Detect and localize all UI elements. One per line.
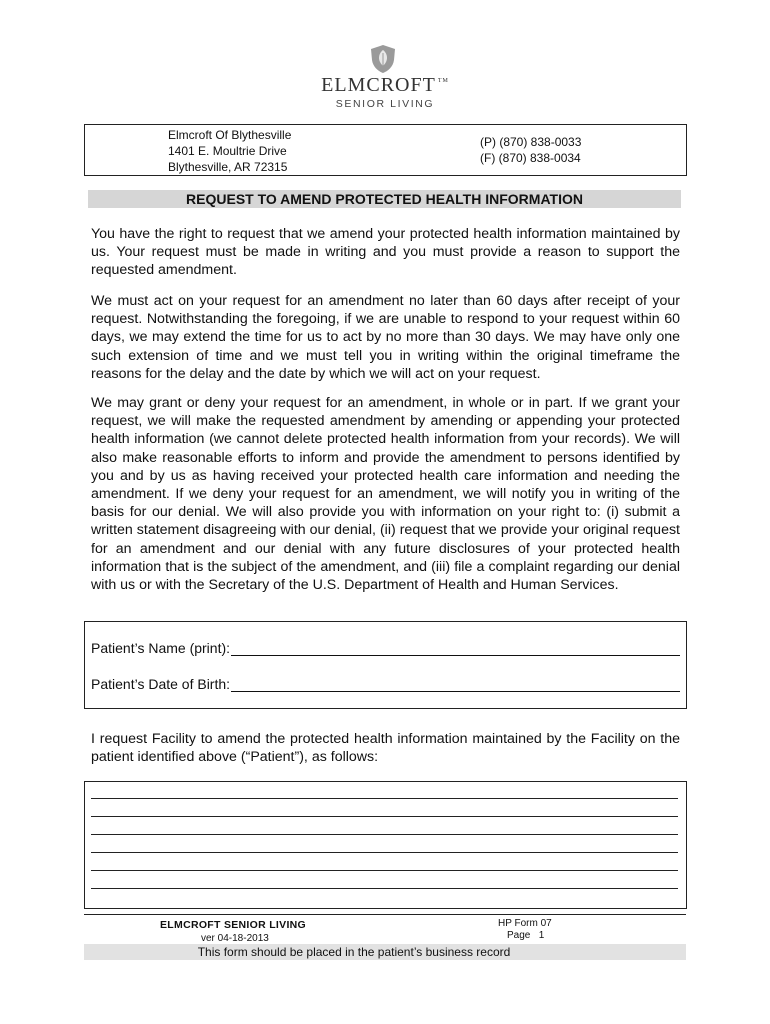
footer-form-id: HP Form 07: [498, 918, 552, 929]
footer-version: ver 04-18-2013: [201, 933, 269, 944]
facility-contacts: [480, 134, 581, 166]
paragraph-grant-or-deny: We may grant or deny your request for an amendment, in whole or in part. If we grant your request, we will make the requested amendment by amending or appending your protected health information (we cannot delete protected health information from your records). We will also make reasonable efforts to inform and provide the amendment to persons identified by you and by us as having received your protected health care information and needing the amendment. If we deny your request for an amendment, we will notify you in writing of the basis for our denial. We will also provide you with information on your right to: (i) submit a written statement disagreeing with our denial, (ii) request that we provide your original request for an amendment and our denial with any future disclosures of your protected health information that is the subject of the amendment, and (iii) file a complaint regarding our denial with us or with the Secretary of the U.S. Department of Health and Human Services.: [91, 395, 680, 594]
elmcroft-shield-icon: [368, 44, 398, 74]
request-statement: I request Facility to amend the protected health information maintained by the Facility on the patient identified above (“Patient”), as follows:: [91, 731, 680, 766]
facility-street: 1401 E. Moultrie Drive: [168, 144, 287, 158]
patient-info-box: [84, 621, 687, 709]
footer-company: ELMCROFT SENIOR LIVING: [160, 919, 307, 931]
form-title: REQUEST TO AMEND PROTECTED HEALTH INFORMATION: [88, 190, 681, 208]
brand-tagline: SENIOR LIVING: [335, 98, 435, 110]
facility-address: [168, 127, 291, 175]
brand-name: ELMCROFT ™: [321, 74, 449, 96]
amendment-line[interactable]: [91, 888, 678, 889]
patient-name-field[interactable]: [231, 641, 680, 656]
patient-dob-field[interactable]: [231, 677, 680, 692]
facility-fax: (F) (870) 838-0034: [480, 151, 581, 165]
footer-note: This form should be placed in the patient’s business record: [197, 945, 511, 959]
amendment-line[interactable]: [91, 852, 678, 853]
amendment-line[interactable]: [91, 870, 678, 871]
paragraph-right-to-amend: You have the right to request that we amend your protected health information maintained by us. Your request must be made in writing and you must provide a reason to support the requested amendment.: [91, 226, 680, 279]
amendment-line[interactable]: [91, 834, 678, 835]
facility-name: Elmcroft Of Blythesville: [168, 128, 292, 142]
patient-name-label: Patient’s Name (print):: [91, 640, 231, 656]
patient-name-row: [91, 640, 680, 656]
amendment-line[interactable]: [91, 798, 678, 799]
patient-dob-label: Patient’s Date of Birth:: [91, 676, 231, 692]
paragraph-response-timeline: We must act on your request for an amendment no later than 60 days after receipt of your request. Notwithstanding the foregoing, if we are unable to respond to your request within 60 days, we may extend the time for us to act by no more than 30 days. We may have only one such extension of time and we must tell you in writing within the original timeframe the reasons for the delay and the date by which we will act on your request.: [91, 293, 680, 382]
patient-dob-row: [91, 676, 680, 692]
footer-divider: [84, 914, 686, 915]
facility-city: Blythesville, AR 72315: [168, 160, 288, 174]
footer-page-number: Page 1: [507, 930, 545, 941]
amendment-line[interactable]: [91, 816, 678, 817]
facility-phone: (P) (870) 838-0033: [480, 135, 582, 149]
amendment-text-box[interactable]: [84, 781, 687, 909]
